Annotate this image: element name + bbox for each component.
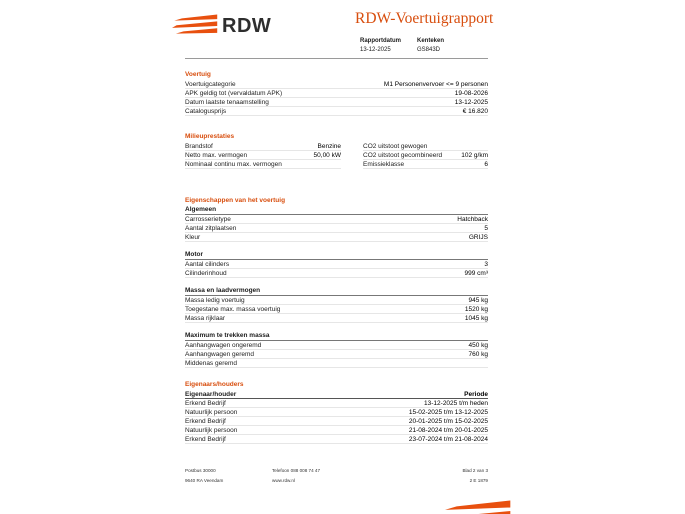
- field-value: 1520 kg: [464, 305, 488, 313]
- report-meta: [360, 38, 444, 54]
- subsection-motor: Motor: [185, 251, 488, 260]
- owner-row: [185, 408, 488, 417]
- field-label: APK geldig tot (vervaldatum APK): [185, 89, 283, 97]
- field-label: Massa rijklaar: [185, 314, 226, 322]
- owner-row: [185, 426, 488, 435]
- field-label: Nominaal continu max. vermogen: [185, 160, 282, 168]
- report-date-label: Rapportdatum: [360, 38, 401, 44]
- kenteken-value: GS843D: [417, 47, 441, 53]
- page-number: Blad 2 van 3: [462, 468, 488, 473]
- field-row: [185, 314, 488, 323]
- subsection-trekken-massa: Maximum te trekken massa: [185, 332, 488, 341]
- field-value: 6: [484, 160, 488, 168]
- section-title-milieuprestaties: Milieuprestaties: [185, 133, 235, 140]
- field-label: Netto max. vermogen: [185, 151, 248, 159]
- footer-contact: [272, 466, 320, 485]
- field-row: [185, 350, 488, 359]
- field-label: Aanhangwagen geremd: [185, 350, 255, 358]
- milieu-left-column: [185, 142, 341, 169]
- field-row: [185, 89, 488, 98]
- section-eigenschappen: [185, 197, 488, 368]
- owner-name: Natuurlijk persoon: [185, 408, 238, 416]
- section-title-eigenaars: Eigenaars/houders: [185, 381, 244, 388]
- field-value: 13-12-2025: [454, 98, 488, 106]
- field-value: M1 Personenvervoer <= 9 personen: [383, 80, 488, 88]
- owners-table-header: [185, 390, 488, 399]
- field-label: Brandstof: [185, 142, 213, 150]
- field-label: Cilinderinhoud: [185, 269, 227, 277]
- owner-name: Natuurlijk persoon: [185, 426, 238, 434]
- field-label: Catalogusprijs: [185, 107, 227, 115]
- footer-phone: Telefoon 088 008 74 47: [272, 468, 321, 473]
- section-eigenaars: [185, 381, 488, 444]
- field-label: Aantal cilinders: [185, 260, 230, 268]
- field-row: [185, 269, 488, 278]
- owner-period: 13-12-2025 t/m heden: [424, 399, 488, 407]
- owner-period: 21-08-2024 t/m 20-01-2025: [408, 426, 488, 434]
- section-voertuig: [185, 71, 488, 116]
- report-title-block: [355, 10, 493, 28]
- header-divider: [185, 58, 488, 59]
- rdw-flag-icon: [172, 11, 218, 41]
- field-value: 50,00 kW: [313, 151, 341, 159]
- field-value: 760 kg: [468, 350, 488, 358]
- field-value: 102 g/km: [461, 151, 488, 159]
- subsection-algemeen: Algemeen: [185, 206, 488, 215]
- field-row: [185, 80, 488, 89]
- field-row: [185, 160, 341, 169]
- rdw-logo-text: RDW: [222, 14, 272, 37]
- report-body: [185, 63, 488, 444]
- field-value: 1045 kg: [464, 314, 488, 322]
- owner-name: Erkend Bedrijf: [185, 399, 226, 407]
- rdw-logo: [172, 11, 271, 41]
- field-label: Datum laatste tenaamstelling: [185, 98, 269, 106]
- footer-website: www.rdw.nl: [272, 477, 295, 483]
- field-value: 5: [484, 224, 488, 232]
- field-row: [185, 341, 488, 350]
- footer-address-line1: Postbus 30000: [185, 468, 216, 473]
- owner-row: [185, 435, 488, 444]
- field-row: [185, 260, 488, 269]
- field-row: [185, 107, 488, 116]
- owners-col-period: Periode: [464, 390, 488, 398]
- field-row: [185, 151, 341, 160]
- footer-address: [185, 466, 223, 485]
- field-label: Emissieklasse: [363, 160, 405, 168]
- field-row: [363, 160, 488, 169]
- field-label: Aanhangwagen ongeremd: [185, 341, 262, 349]
- kenteken: [417, 38, 444, 54]
- report-title: RDW-Voertuigrapport: [355, 10, 494, 27]
- footer-address-line2: 9640 RA Veendam: [185, 477, 224, 483]
- report-date-value: 13-12-2025: [360, 47, 391, 53]
- field-label: Kleur: [185, 233, 201, 241]
- field-row: [363, 142, 488, 151]
- kenteken-label: Kenteken: [417, 38, 445, 44]
- owner-row: [185, 399, 488, 408]
- report-date: [360, 38, 401, 54]
- field-row: [185, 296, 488, 305]
- field-label: CO2 uitstoot gecombineerd: [363, 151, 443, 159]
- owners-col-owner: Eigenaar/houder: [185, 390, 237, 398]
- field-label: Toegestane max. massa voertuig: [185, 305, 281, 313]
- field-row: [185, 224, 488, 233]
- field-label: Voertuigcategorie: [185, 80, 236, 88]
- field-value: € 16.820: [462, 107, 488, 115]
- section-title-voertuig: Voertuig: [185, 71, 211, 78]
- owner-period: 20-01-2025 t/m 15-02-2025: [408, 417, 488, 425]
- section-milieuprestaties: [185, 133, 488, 169]
- form-code: 2 E 1879: [469, 477, 488, 483]
- field-row: [185, 142, 341, 151]
- owner-name: Erkend Bedrijf: [185, 435, 226, 443]
- owner-period: 15-02-2025 t/m 13-12-2025: [408, 408, 488, 416]
- field-value: 999 cm³: [464, 269, 488, 277]
- field-row: [185, 359, 488, 368]
- rdw-flag-watermark: [428, 497, 525, 514]
- field-value: 19-08-2026: [454, 89, 488, 97]
- field-label: Massa ledig voertuig: [185, 296, 245, 304]
- field-label: Aantal zitplaatsen: [185, 224, 237, 232]
- field-label: CO2 uitstoot gewogen: [363, 142, 428, 150]
- field-label: Carrosserietype: [185, 215, 231, 223]
- owner-row: [185, 417, 488, 426]
- field-row: [363, 151, 488, 160]
- field-value: GRIJS: [468, 233, 488, 241]
- field-label: Middenas geremd: [185, 359, 238, 367]
- field-value: Benzine: [317, 142, 341, 150]
- owner-name: Erkend Bedrijf: [185, 417, 226, 425]
- field-row: [185, 305, 488, 314]
- field-value: Hatchback: [457, 215, 488, 223]
- field-row: [185, 233, 488, 242]
- subsection-massa: Massa en laadvermogen: [185, 287, 488, 296]
- section-title-eigenschappen: Eigenschappen van het voertuig: [185, 197, 286, 204]
- field-row: [185, 98, 488, 107]
- field-value: 3: [484, 260, 488, 268]
- field-value: 450 kg: [468, 341, 488, 349]
- field-row: [185, 215, 488, 224]
- milieu-columns: [185, 142, 488, 169]
- field-value: 945 kg: [468, 296, 488, 304]
- milieu-right-column: [363, 142, 488, 169]
- footer-page-block: [410, 466, 488, 485]
- owner-period: 23-07-2024 t/m 21-08-2024: [408, 435, 488, 443]
